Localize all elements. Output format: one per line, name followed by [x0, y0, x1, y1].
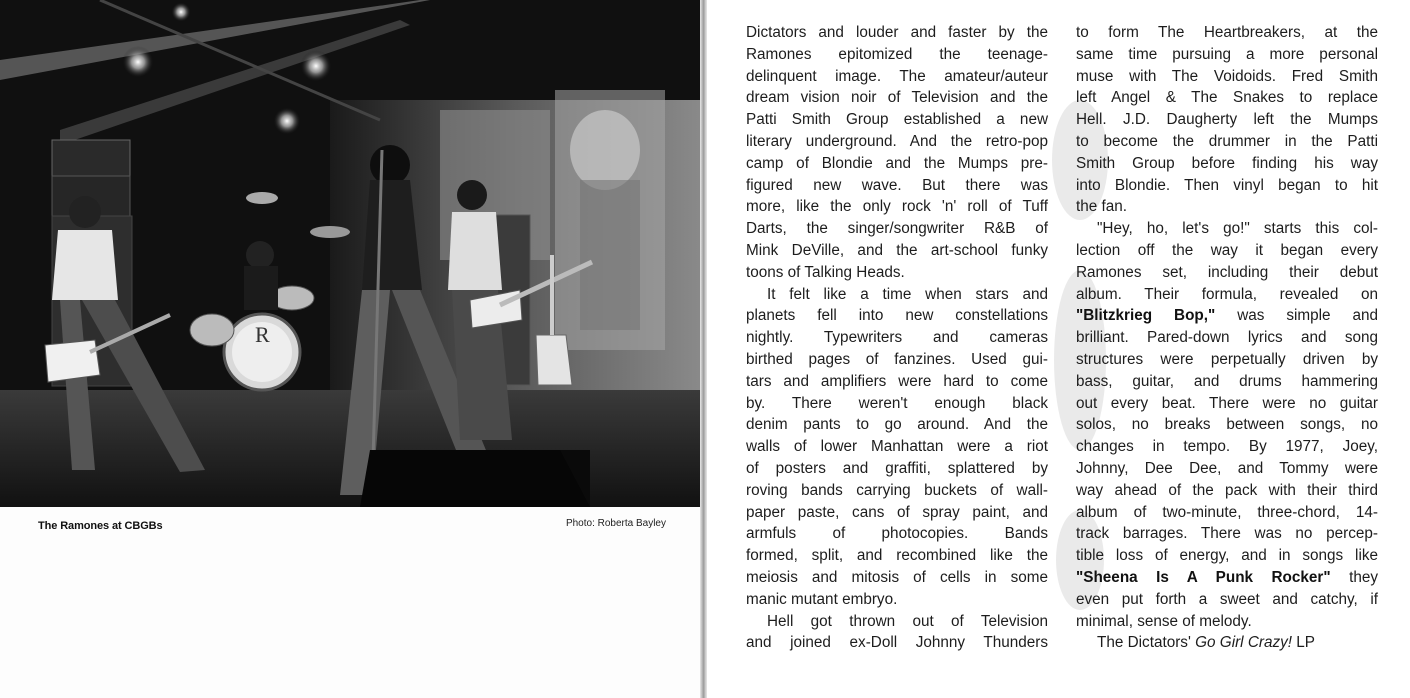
text-line: album of two-minute, three-chord, 14- [1076, 503, 1378, 521]
band-photo-illustration [0, 0, 702, 507]
article-column-2 [1076, 22, 1378, 654]
text-line: by. There weren't enough black [746, 394, 1048, 412]
text-line: changes in tempo. By 1977, Joey, [1076, 438, 1378, 456]
text-line: to form The Heartbreakers, at the [1076, 24, 1378, 41]
text-run: LP [1292, 634, 1315, 652]
text-line: to become the drummer in the Patti [1076, 132, 1378, 150]
text-line: denim pants to go around. And the [746, 416, 1048, 434]
bold-title: "Blitzkrieg Bop," [1076, 307, 1216, 325]
text-run: was simple and [1215, 307, 1378, 325]
italic-title: Go Girl Crazy! [1195, 634, 1293, 652]
text-line: Ramones epitomized the teenage- [746, 45, 1048, 63]
text-line: It felt like a time when stars and [767, 285, 1048, 303]
text-line [1076, 305, 1378, 327]
text-line: Hell got thrown out of Television [767, 612, 1048, 630]
text-line: structures were perpetually driven by [1076, 350, 1378, 368]
text-line [1076, 567, 1378, 589]
text-line: dream vision noir of Television and the [746, 89, 1048, 107]
text-line: roving bands carrying buckets of wall- [746, 481, 1048, 499]
text-line: muse with The Voidoids. Fred Smith [1076, 67, 1378, 85]
text-line: into Blondie. Then vinyl began to hit [1076, 176, 1378, 194]
photo-credit: Photo: Roberta Bayley [565, 518, 666, 529]
text-line: armfuls of photocopies. Bands [746, 525, 1048, 543]
left-page [0, 0, 702, 698]
text-line: solos, no breaks between songs, no [1076, 416, 1378, 434]
text-line: planets fell into new constellations [746, 307, 1048, 325]
svg-text:R: R [255, 322, 270, 347]
text-line: out every beat. There were no guitar [1076, 394, 1378, 412]
text-line [1076, 632, 1378, 654]
text-line: nightly. Typewriters and cameras [746, 329, 1048, 347]
photo-caption: The Ramones at CBGBs [38, 520, 163, 532]
text-line: same time pursuing a more personal [1076, 45, 1378, 63]
text-line: Darts, the singer/songwriter R&B of [746, 220, 1048, 238]
text-run: they [1330, 568, 1378, 586]
text-line: Dictators and louder and faster by the [746, 24, 1048, 41]
text-line: the fan. [1076, 198, 1128, 216]
text-line: Patti Smith Group established a new [746, 111, 1048, 129]
text-line: and joined ex-Doll Johnny Thunders [746, 634, 1048, 652]
text-line: toons of Talking Heads. [746, 263, 905, 281]
text-line: Smith Group before finding his way [1076, 154, 1378, 172]
text-line: even put forth a sweet and catchy, if [1076, 590, 1378, 608]
article-column-1 [746, 22, 1048, 654]
text-line: tible loss of energy, and in songs like [1076, 547, 1378, 565]
text-run: The Dictators' [1097, 634, 1196, 652]
text-line: of posters and graffiti, splattered by [746, 459, 1048, 477]
text-line: left Angel & The Snakes to replace [1076, 89, 1378, 107]
text-line: brilliant. Pared-down lyrics and song [1076, 329, 1378, 347]
text-line: manic mutant embryo. [746, 590, 898, 608]
bold-title: "Sheena Is A Punk Rocker" [1076, 568, 1331, 586]
text-line: tars and amplifiers were hard to come [746, 372, 1048, 390]
text-line: bass, guitar, and drums hammering [1076, 372, 1378, 390]
text-line: meiosis and mitosis of cells in some [746, 568, 1048, 586]
text-line: formed, split, and recombined like the [746, 547, 1048, 565]
text-line: Hell. J.D. Daugherty left the Mumps [1076, 111, 1378, 129]
text-line: "Hey, ho, let's go!" starts this col- [1097, 220, 1378, 238]
band-photo [0, 0, 702, 507]
text-line: track barrages. There was no percep- [1076, 525, 1378, 543]
text-line: paper paste, cans of spray paint, and [746, 503, 1048, 521]
text-line: Ramones set, including their debut [1076, 263, 1378, 281]
text-line: way ahead of the pack with their third [1076, 481, 1378, 499]
text-line: more, like the only rock 'n' roll of Tuff [746, 198, 1048, 216]
text-line: album. Their formula, revealed on [1076, 285, 1378, 303]
text-line: walls of lower Manhattan were a riot [746, 438, 1048, 456]
text-line: minimal, sense of melody. [1076, 612, 1252, 630]
text-line: figured new wave. But there was [746, 176, 1048, 194]
text-line: lection off the way it began every [1076, 241, 1378, 259]
text-line: birthed pages of fanzines. Used gui- [746, 350, 1048, 368]
text-line: Mink DeVille, and the art-school funky [746, 241, 1048, 259]
text-line: delinquent image. The amateur/auteur [746, 67, 1048, 85]
text-line: Johnny, Dee Dee, and Tommy were [1076, 459, 1378, 477]
text-line: literary underground. And the retro-pop [746, 132, 1048, 150]
text-line: camp of Blondie and the Mumps pre- [746, 154, 1048, 172]
